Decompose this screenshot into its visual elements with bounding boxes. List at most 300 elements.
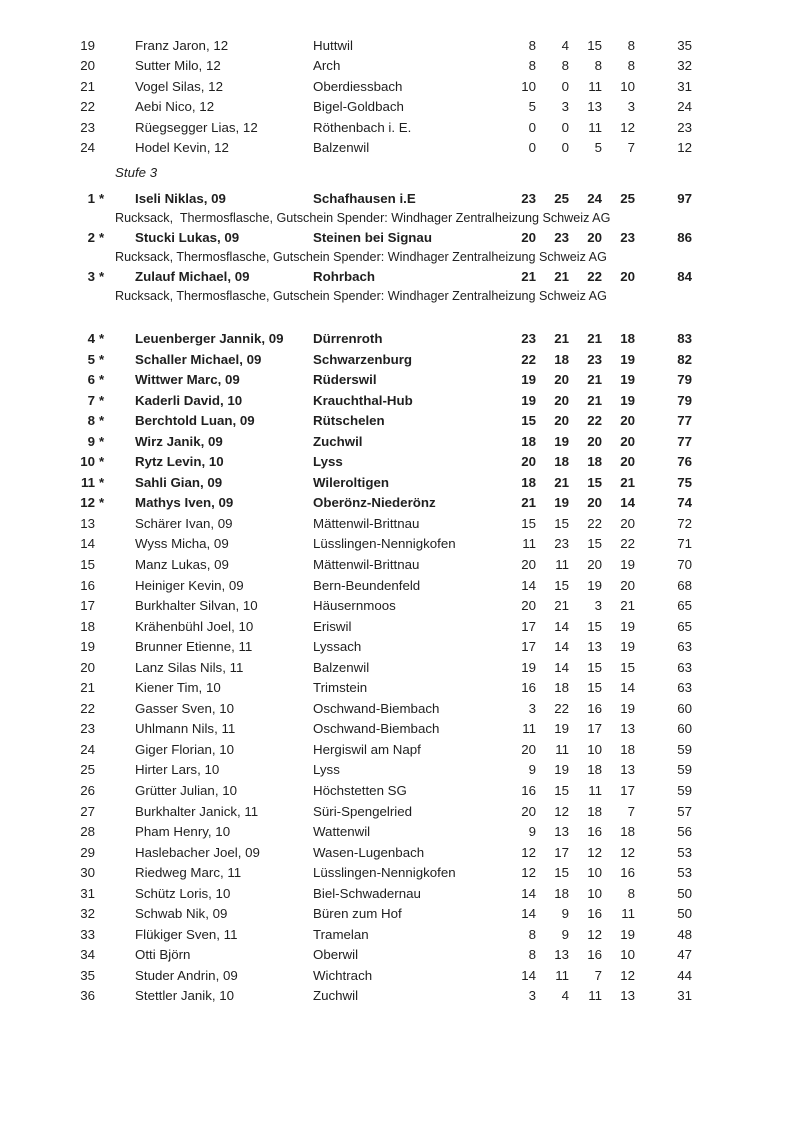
score3-cell: 21 [587, 330, 602, 346]
star-marker: * [99, 229, 105, 245]
name-cell: Rüegsegger Lias, 12 [135, 119, 258, 135]
score4-cell: 13 [620, 988, 635, 1004]
total-cell: 60 [677, 700, 692, 716]
town-cell: Dürrenroth [313, 330, 383, 346]
score3-cell: 19 [587, 577, 602, 593]
star-marker [95, 596, 115, 617]
score1-cell: 5 [528, 99, 536, 115]
stufe2-results-table [0, 36, 800, 158]
town-cell: Balzenwil [313, 139, 370, 155]
table-row [0, 138, 800, 158]
score4-cell: 20 [620, 433, 635, 449]
score1-cell: 9 [528, 762, 536, 778]
score4-cell: 10 [620, 78, 635, 94]
prize-line: Rucksack, Thermosflasche, Gutschein Spender: Windhager Zentralheizung Schweiz AG [115, 289, 607, 304]
name-cell: Giger Florian, 10 [135, 741, 235, 757]
score3-cell: 22 [587, 515, 602, 531]
name-cell: Stucki Lukas, 09 [135, 229, 240, 245]
town-cell: Lüsslingen-Nennigkofen [313, 865, 456, 881]
table-row [0, 452, 800, 473]
name-cell: Iseli Niklas, 09 [135, 190, 226, 206]
name-cell: Sutter Milo, 12 [135, 58, 221, 74]
star-marker [95, 719, 115, 740]
score3-cell: 10 [587, 865, 602, 881]
star-marker [95, 760, 115, 781]
name-cell: Flükiger Sven, 11 [135, 926, 238, 942]
score4-cell: 13 [620, 762, 635, 778]
town-cell: Höchstetten SG [313, 783, 407, 798]
rank-cell: 21 [80, 680, 95, 696]
star-marker [95, 678, 115, 699]
score2-cell: 19 [554, 433, 569, 449]
total-cell: 35 [677, 38, 692, 53]
score3-cell: 11 [588, 78, 602, 94]
table-row [0, 329, 800, 350]
score3-cell: 20 [587, 433, 602, 449]
name-cell: Grütter Julian, 10 [135, 783, 237, 798]
name-cell: Mathys Iven, 09 [135, 495, 234, 511]
table-row [0, 760, 800, 781]
score2-cell: 13 [554, 947, 569, 963]
total-cell: 59 [677, 783, 692, 798]
score1-cell: 14 [521, 906, 536, 922]
name-cell: Sahli Gian, 09 [135, 474, 223, 490]
star-marker [95, 802, 115, 823]
name-cell: Wirz Janik, 09 [135, 433, 223, 449]
score4-cell: 19 [620, 351, 635, 367]
score3-cell: 20 [587, 556, 602, 572]
town-cell: Rüderswil [313, 372, 377, 388]
score4-cell: 21 [620, 598, 635, 614]
star-marker [95, 863, 115, 884]
town-cell: Oschwand-Biembach [313, 721, 440, 737]
score3-cell: 15 [587, 38, 602, 53]
score1-cell: 23 [521, 330, 536, 346]
rank-cell: 28 [80, 824, 95, 840]
score2-cell: 20 [554, 413, 569, 429]
score3-cell: 8 [594, 58, 602, 74]
table-row [0, 370, 800, 391]
score1-cell: 3 [528, 988, 536, 1004]
score4-cell: 12 [620, 119, 635, 135]
score4-cell: 20 [620, 515, 635, 531]
score4-cell: 17 [620, 783, 635, 798]
score1-cell: 20 [521, 229, 536, 245]
score1-cell: 14 [521, 967, 536, 983]
score1-cell: 12 [521, 865, 536, 881]
score3-cell: 23 [587, 351, 602, 367]
rank-cell: 23 [80, 721, 95, 737]
total-cell: 68 [677, 577, 692, 593]
score4-cell: 8 [627, 38, 635, 53]
score4-cell: 7 [627, 139, 635, 155]
name-cell: Krähenbühl Joel, 10 [135, 618, 254, 634]
table-row [0, 267, 800, 287]
score4-cell: 3 [627, 99, 635, 115]
score4-cell: 19 [620, 700, 635, 716]
total-cell: 63 [677, 680, 692, 696]
score4-cell: 14 [620, 495, 635, 511]
total-cell: 48 [677, 926, 692, 942]
score2-cell: 19 [554, 721, 569, 737]
rank-cell: 25 [80, 762, 95, 778]
score4-cell: 14 [620, 680, 635, 696]
star-marker: * [99, 351, 105, 367]
score4-cell: 8 [627, 58, 635, 74]
name-cell: Uhlmann Nils, 11 [135, 721, 236, 737]
score4-cell: 16 [620, 865, 635, 881]
score4-cell: 21 [620, 474, 635, 490]
town-cell: Oberdiessbach [313, 78, 403, 94]
name-cell: Hodel Kevin, 12 [135, 139, 229, 155]
table-row [0, 228, 800, 248]
score1-cell: 14 [521, 885, 536, 901]
score3-cell: 16 [587, 906, 602, 922]
town-cell: Trimstein [313, 680, 368, 696]
rank-cell: 7 [87, 392, 95, 408]
score3-cell: 11 [588, 119, 602, 135]
score4-cell: 20 [620, 413, 635, 429]
name-cell: Gasser Sven, 10 [135, 700, 235, 716]
score1-cell: 0 [528, 139, 536, 155]
total-cell: 50 [677, 906, 692, 922]
score2-cell: 21 [554, 268, 569, 284]
name-cell: Berchtold Luan, 09 [135, 413, 255, 429]
table-row [0, 802, 800, 823]
table-row [0, 576, 800, 597]
score2-cell: 9 [561, 926, 569, 942]
score2-cell: 0 [561, 119, 569, 135]
star-marker [95, 617, 115, 638]
score1-cell: 16 [521, 783, 536, 798]
prize-line: Rucksack, Thermosflasche, Gutschein Spender: Windhager Zentralheizung Schweiz AG [115, 250, 607, 265]
score3-cell: 18 [587, 762, 602, 778]
town-cell: Lüsslingen-Nennigkofen [313, 536, 456, 552]
town-cell: Oberönz-Niederönz [313, 495, 436, 511]
score2-cell: 15 [554, 865, 569, 881]
town-cell: Tramelan [313, 926, 369, 942]
score3-cell: 22 [587, 268, 602, 284]
rank-cell: 27 [80, 803, 95, 819]
rank-cell: 15 [80, 556, 95, 572]
score4-cell: 18 [620, 824, 635, 840]
score4-cell: 20 [620, 577, 635, 593]
score3-cell: 7 [594, 967, 602, 983]
score1-cell: 17 [521, 618, 536, 634]
name-cell: Franz Jaron, 12 [135, 38, 229, 53]
score3-cell: 5 [594, 139, 602, 155]
town-cell: Mättenwil-Brittnau [313, 515, 420, 531]
score3-cell: 15 [587, 536, 602, 552]
score1-cell: 17 [521, 639, 536, 655]
score3-cell: 11 [588, 988, 602, 1004]
score3-cell: 13 [587, 639, 602, 655]
star-marker [95, 884, 115, 905]
total-cell: 63 [677, 659, 692, 675]
total-cell: 32 [677, 58, 692, 74]
name-cell: Schärer Ivan, 09 [135, 515, 233, 531]
score1-cell: 20 [521, 454, 536, 470]
score4-cell: 19 [620, 392, 635, 408]
rank-cell: 17 [80, 598, 95, 614]
table-row [0, 473, 800, 494]
total-cell: 97 [677, 190, 692, 206]
score1-cell: 19 [521, 372, 536, 388]
score1-cell: 3 [528, 700, 536, 716]
score3-cell: 16 [587, 947, 602, 963]
rank-cell: 35 [80, 967, 95, 983]
table-row [0, 945, 800, 966]
town-cell: Häusernmoos [313, 598, 396, 614]
star-marker [95, 966, 115, 987]
total-cell: 57 [677, 803, 692, 819]
table-row [0, 925, 800, 946]
rank-cell: 22 [80, 700, 95, 716]
table-row [0, 36, 800, 56]
name-cell: Studer Andrin, 09 [135, 967, 238, 983]
score1-cell: 20 [521, 556, 536, 572]
total-cell: 47 [677, 947, 692, 963]
total-cell: 83 [677, 330, 692, 346]
rank-cell: 10 [80, 454, 95, 470]
table-row [0, 118, 800, 138]
score4-cell: 13 [620, 721, 635, 737]
town-cell: Huttwil [313, 38, 353, 53]
star-marker [95, 781, 115, 802]
town-cell: Biel-Schwadernau [313, 885, 421, 901]
town-cell: Lyss [313, 454, 343, 470]
name-cell: Riedweg Marc, 11 [135, 865, 242, 881]
score1-cell: 20 [521, 598, 536, 614]
rank-cell: 19 [80, 639, 95, 655]
name-cell: Kaderli David, 10 [135, 392, 243, 408]
total-cell: 56 [677, 824, 692, 840]
score4-cell: 19 [620, 556, 635, 572]
name-cell: Vogel Silas, 12 [135, 78, 223, 94]
star-marker: * [99, 190, 105, 206]
table-row [0, 77, 800, 97]
name-cell: Wittwer Marc, 09 [135, 372, 240, 388]
table-row [0, 904, 800, 925]
star-marker [95, 56, 115, 76]
score3-cell: 18 [587, 803, 602, 819]
table-row [0, 986, 800, 1007]
town-cell: Arch [313, 58, 341, 74]
score2-cell: 25 [554, 190, 569, 206]
star-marker: * [99, 474, 105, 490]
score4-cell: 10 [620, 947, 635, 963]
town-cell: Schafhausen i.E [313, 190, 416, 206]
score4-cell: 19 [620, 926, 635, 942]
score2-cell: 19 [554, 495, 569, 511]
score3-cell: 12 [587, 926, 602, 942]
score3-cell: 11 [588, 783, 602, 798]
score3-cell: 13 [587, 99, 602, 115]
rank-cell: 20 [80, 58, 95, 74]
score3-cell: 16 [587, 700, 602, 716]
table-row [0, 719, 800, 740]
name-cell: Manz Lukas, 09 [135, 556, 229, 572]
rank-cell: 4 [87, 330, 95, 346]
total-cell: 23 [677, 119, 692, 135]
score1-cell: 11 [522, 721, 536, 737]
score2-cell: 15 [554, 577, 569, 593]
total-cell: 59 [677, 762, 692, 778]
rank-cell: 18 [80, 618, 95, 634]
star-marker [95, 904, 115, 925]
town-cell: Rohrbach [313, 268, 376, 284]
total-cell: 86 [677, 229, 692, 245]
star-marker [95, 118, 115, 138]
town-cell: Schwarzenburg [313, 351, 413, 367]
rank-cell: 21 [80, 78, 95, 94]
star-marker [95, 555, 115, 576]
score1-cell: 21 [521, 268, 536, 284]
table-row [0, 411, 800, 432]
town-cell: Bigel-Goldbach [313, 99, 404, 115]
score2-cell: 21 [554, 474, 569, 490]
name-cell: Lanz Silas Nils, 11 [135, 659, 244, 675]
star-marker: * [99, 268, 105, 284]
town-cell: Büren zum Hof [313, 906, 402, 922]
score4-cell: 15 [620, 659, 635, 675]
score4-cell: 12 [620, 967, 635, 983]
star-marker: * [99, 495, 105, 511]
rank-cell: 22 [80, 99, 95, 115]
name-cell: Schwab Nik, 09 [135, 906, 228, 922]
score2-cell: 21 [554, 598, 569, 614]
score2-cell: 23 [554, 229, 569, 245]
name-cell: Kiener Tim, 10 [135, 680, 221, 696]
star-marker: * [99, 392, 105, 408]
name-cell: Leuenberger Jannik, 09 [135, 330, 284, 346]
town-cell: Hergiswil am Napf [313, 741, 421, 757]
score3-cell: 22 [587, 413, 602, 429]
town-cell: Eriswil [313, 618, 352, 634]
score2-cell: 17 [554, 844, 569, 860]
score1-cell: 21 [521, 495, 536, 511]
score2-cell: 8 [561, 58, 569, 74]
total-cell: 60 [677, 721, 692, 737]
total-cell: 76 [677, 454, 692, 470]
rank-cell: 31 [80, 885, 95, 901]
rank-cell: 32 [80, 906, 95, 922]
total-cell: 77 [677, 433, 692, 449]
score2-cell: 18 [554, 454, 569, 470]
rank-cell: 26 [80, 783, 95, 798]
name-cell: Pham Henry, 10 [135, 824, 231, 840]
star-marker [95, 658, 115, 679]
score2-cell: 15 [554, 783, 569, 798]
name-cell: Stettler Janik, 10 [135, 988, 235, 1004]
town-cell: Röthenbach i. E. [313, 119, 412, 135]
rank-cell: 33 [80, 926, 95, 942]
name-cell: Burkhalter Silvan, 10 [135, 598, 258, 614]
score4-cell: 18 [620, 330, 635, 346]
total-cell: 79 [677, 372, 692, 388]
score1-cell: 8 [528, 947, 536, 963]
town-cell: Mättenwil-Brittnau [313, 556, 420, 572]
town-cell: Steinen bei Signau [313, 229, 432, 245]
score4-cell: 7 [627, 803, 635, 819]
score1-cell: 12 [521, 844, 536, 860]
total-cell: 79 [677, 392, 692, 408]
star-marker [95, 77, 115, 97]
star-marker: * [99, 413, 105, 429]
score3-cell: 10 [587, 885, 602, 901]
score1-cell: 15 [521, 515, 536, 531]
name-cell: Wyss Micha, 09 [135, 536, 229, 552]
table-row [0, 781, 800, 802]
score2-cell: 13 [554, 824, 569, 840]
name-cell: Schaller Michael, 09 [135, 351, 262, 367]
table-row [0, 617, 800, 638]
star-marker [95, 97, 115, 117]
score1-cell: 20 [521, 803, 536, 819]
score2-cell: 11 [555, 556, 569, 572]
score1-cell: 18 [521, 474, 536, 490]
total-cell: 53 [677, 865, 692, 881]
table-row [0, 596, 800, 617]
stufe3-top3-table [0, 189, 800, 306]
score3-cell: 18 [587, 454, 602, 470]
score3-cell: 20 [587, 495, 602, 511]
rank-cell: 2 [87, 229, 95, 245]
score3-cell: 21 [587, 372, 602, 388]
rank-cell: 14 [80, 536, 95, 552]
star-marker [95, 945, 115, 966]
total-cell: 70 [677, 556, 692, 572]
table-row [0, 56, 800, 76]
name-cell: Otti Björn [135, 947, 191, 963]
rank-cell: 16 [80, 577, 95, 593]
score2-cell: 12 [554, 803, 569, 819]
star-marker [95, 576, 115, 597]
name-cell: Haslebacher Joel, 09 [135, 844, 260, 860]
score4-cell: 20 [620, 454, 635, 470]
star-marker [95, 986, 115, 1007]
star-marker: * [99, 330, 105, 346]
table-row [0, 678, 800, 699]
name-cell: Aebi Nico, 12 [135, 99, 215, 115]
table-row [0, 391, 800, 412]
score3-cell: 20 [587, 229, 602, 245]
score3-cell: 3 [594, 598, 602, 614]
total-cell: 75 [677, 474, 692, 490]
score1-cell: 20 [521, 741, 536, 757]
score1-cell: 18 [521, 433, 536, 449]
table-row [0, 863, 800, 884]
total-cell: 44 [677, 967, 692, 983]
score1-cell: 0 [528, 119, 536, 135]
star-marker [95, 822, 115, 843]
score1-cell: 16 [521, 680, 536, 696]
score2-cell: 21 [554, 330, 569, 346]
table-row [0, 822, 800, 843]
score1-cell: 22 [521, 351, 536, 367]
town-cell: Zuchwil [313, 433, 363, 449]
score1-cell: 19 [521, 659, 536, 675]
score2-cell: 11 [555, 741, 569, 757]
rank-cell: 36 [80, 988, 95, 1004]
score4-cell: 25 [620, 190, 635, 206]
star-marker: * [99, 454, 105, 470]
score1-cell: 10 [521, 78, 536, 94]
table-row [0, 884, 800, 905]
rank-cell: 8 [87, 413, 95, 429]
table-row [0, 97, 800, 117]
score2-cell: 15 [554, 515, 569, 531]
